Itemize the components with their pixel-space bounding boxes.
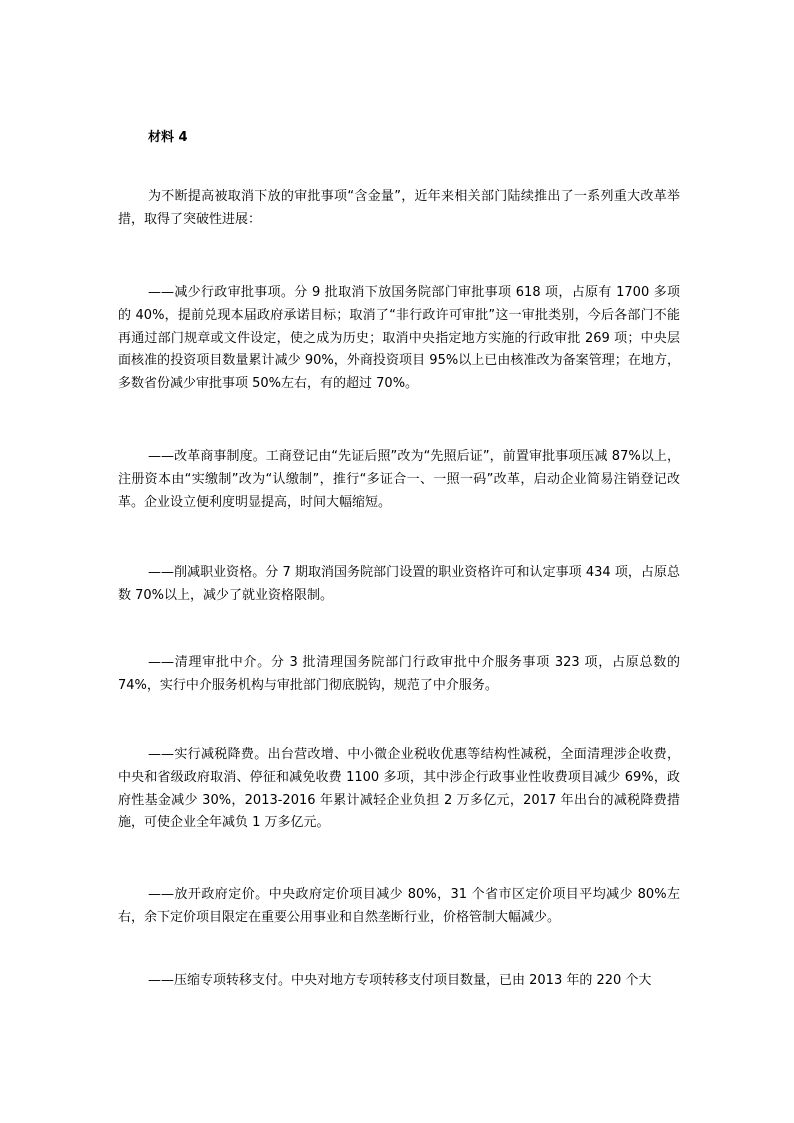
intro-paragraph: 为不断提高被取消下放的审批事项“含金量”，近年来相关部门陆续推出了一系列重大改革举措，取得了突破性进展：	[118, 189, 680, 227]
paragraph-commercial-reform: ——改革商事制度。工商登记由“先证后照”改为“先照后证”，前置审批事项压减 87%以上，注册资本由“实缴制”改为“认缴制”，推行“多证合一、一照一码”改革，启动企业简易注销登记改革。企业设立便利度明显提高，时间大幅缩短。	[118, 449, 680, 510]
material-heading: 材料 4	[148, 130, 188, 145]
paragraph-professional-qualifications: ——削减职业资格。分 7 期取消国务院部门设置的职业资格许可和认定事项 434 项，占原总数 70%以上，减少了就业资格限制。	[118, 565, 680, 603]
paragraph-tax-fee-reduction: ——实行减税降费。出台营改增、中小微企业税收优惠等结构性减税，全面清理涉企收费，中央和省级政府取消、停征和减免收费 1100 多项，其中涉企行政事业性收费项目减少 69%，政府性基金减少 30%，2013-2016 年累计减轻企业负担 2 万多亿元，2017 年出台的减税降费措施，可使企业全年减负 1 万多亿元。	[118, 747, 680, 831]
paragraph-approval-intermediaries: ——清理审批中介。分 3 批清理国务院部门行政审批中介服务事项 323 项，占原总数的 74%，实行中介服务机构与审批部门彻底脱钩，规范了中介服务。	[118, 655, 680, 693]
paragraph-reduce-approvals: ——减少行政审批事项。分 9 批取消下放国务院部门审批事项 618 项，占原有 1700 多项的 40%，提前兑现本届政府承诺目标；取消了“非行政许可审批”这一审批类别，今后各部门不能再通过部门规章或文件设定，使之成为历史；取消中央指定地方实施的行政审批 269 项；中央层面核准的投资项目数量累计减少 90%，外商投资项目 95%以上已由核准改为备案管理；在地方，多数省份减少审批事项 50%左右，有的超过 70%。	[118, 285, 680, 392]
paragraph-government-pricing: ——放开政府定价。中央政府定价项目减少 80%，31 个省市区定价项目平均减少 80%左右，余下定价项目限定在重要公用事业和自然垄断行业，价格管制大幅减少。	[118, 887, 680, 925]
paragraph-transfer-payments: ——压缩专项转移支付。中央对地方专项转移支付项目数量，已由 2013 年的 220 个大	[148, 973, 652, 988]
